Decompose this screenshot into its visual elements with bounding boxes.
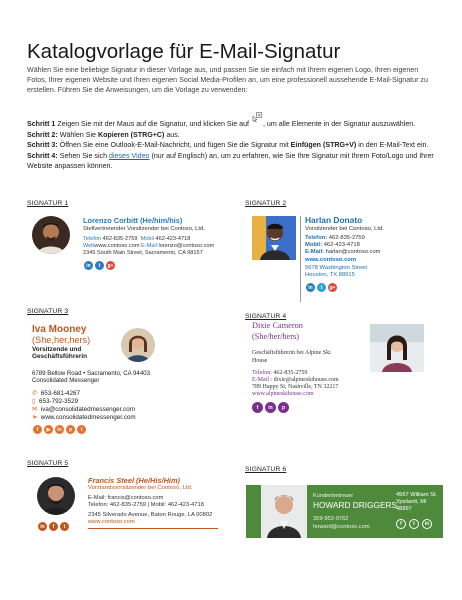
step-4: Schritt 4: Sehen Sie sich dieses Video (nur auf Englisch) an, um zu erfahren, wie Sie Ihre Signatur mit Ihrem Foto/Logo und Ihrer Website anpassen können. [27,152,434,171]
sig4-address: 789 Happy St, Nashville, TN 32217 [252,384,339,390]
twitter-icon[interactable]: t [77,425,86,434]
sig1-role: Stellvertretender Vorsitzender bei Contoso, Ltd. [83,226,205,232]
avatar [261,485,307,538]
sig4-social-icons [252,402,289,413]
sig3-social-icons [33,425,86,434]
sig2-role: Vorsitzender bei Contoso, Ltd. [305,226,384,232]
sig6-address-3: 48897 [396,506,412,512]
sig3-web: ➤ www.consolidatedmessenger.com [32,414,136,421]
sig4-pronouns: (She/her/hers) [252,332,299,341]
sig2-address-1: 5678 Washington Street [305,265,367,271]
sig5-address: 2345 Silverado Avenue, Baton Rouge, LA 00802 [88,512,213,518]
sig6-address-2: Ypsilanti, MI [396,499,427,505]
youtube-icon[interactable]: ▶ [44,425,53,434]
sig1-address: 2345 South Main Street, Sacramento, CA 98157 [83,250,203,256]
step-1-label: Schritt 1 [27,120,56,128]
sig4-phone-line: Telefon: 462-835-2759 [252,370,308,376]
pinterest-icon[interactable]: p [278,402,289,413]
signature-6-label: SIGNATUR 6 [245,466,287,473]
mobile-icon: ▯ [32,398,36,405]
avatar [32,216,70,254]
avatar [121,328,155,362]
sig4-role-1: Geschäftsführerin bei Alpine Ski [252,350,331,356]
sig3-mobile: ▯ 653-792-3529 [32,398,79,405]
google-plus-icon[interactable]: g+ [107,262,114,269]
avatar [37,477,75,515]
sig3-address-2: Consolidated Messenger [32,377,100,384]
twitter-icon[interactable]: t [95,261,104,270]
sig2-email-line: E-Mail: harlan@contoso.com [305,249,381,255]
sig3-address-1: 6789 Bellow Road • Sacramento, CA 94403 [32,370,150,377]
sig4-role-2: House [252,358,268,364]
phone-icon: ✆ [32,390,38,397]
twitter-icon[interactable]: t [409,519,419,529]
sig5-web[interactable]: www.contoso.com [88,519,135,525]
signature-3-label: SIGNATUR 3 [27,308,69,315]
sig6-social-icons [396,519,432,529]
sig5-name: Francis Steel (He/His/Him) [88,476,181,485]
step-3: Schritt 3: Öffnen Sie eine Outlook-E-Mail-Nachricht, und fügen Sie die Signatur mit Einfügen (STRG+V) in den E-Mail-Text ein. [27,141,429,150]
twitter-icon[interactable]: t [60,522,69,531]
sig6-phone: 359-952-9762 [313,516,349,522]
step-2: Schritt 2: Wählen Sie Kopieren (STRG+C) aus. [27,130,180,139]
sig5-role: Vorstandsvorsitzender bei Contoso, Ltd. [88,485,193,491]
sig3-phone: ✆ 653-681-4267 [32,390,80,397]
sig2-web[interactable]: www.contoso.com [305,257,356,263]
video-link[interactable]: dieses Video [109,152,150,161]
sig6-role: Kundenbetreuer [313,493,354,499]
sig6-name: HOWARD DRIGGERS [313,500,398,510]
sig6-address-1: 4567 William St. [396,492,438,498]
linkedin-icon[interactable]: in [84,261,93,270]
linkedin-icon[interactable]: in [306,283,315,292]
google-plus-icon[interactable]: g+ [329,284,336,291]
facebook-icon[interactable]: f [396,519,406,529]
sig2-phone-line: Telefon: 462-835-2759 [305,235,365,241]
select-cursor-icon [252,112,262,122]
intro-text: Wählen Sie eine beliebige Signatur in dieser Vorlage aus, und passen Sie sie einfach mit Ihrem eigenen Logo, Ihren eigenen Fotos, Ihrer eigenen Website und Ihren eigenen Social Media-Profilen an, um eine professionell aussehende E-Mail-Signatur zu erstellen. Führen Sie die Anweisungen, um die Vorlage zu verwenden: [27,66,428,95]
sig3-role-1: Vorsitzende und [32,346,82,353]
signature-2-label: SIGNATUR 2 [245,200,287,207]
sig2-email[interactable]: harlan@contoso.com [325,249,381,255]
sig3-pronouns: (She,her,hers) [32,335,91,345]
twitter-icon[interactable]: t [317,283,326,292]
sig1-web[interactable]: www.contoso.com [94,243,140,249]
divider [88,528,218,529]
sig1-phone-line: Telefon 462-835-2759 Mobil 462-423-4718 [83,236,191,242]
avatar [252,216,296,260]
sig4-email-line: E-Mail : dixie@alpineskihouse.com [252,377,339,383]
sig3-email: ✉ iva@consolidatedmessenger.com [32,406,136,413]
sig5-email[interactable]: E-Mail: francis@contoso.com [88,495,164,501]
facebook-icon[interactable]: f [49,522,58,531]
sig3-name: Iva Mooney [32,324,87,335]
sig1-email[interactable]: lorenzo@contoso.com [158,243,215,249]
sig4-web[interactable]: www.alpineskihouse.com [252,391,314,397]
linkedin-icon[interactable]: in [422,519,432,529]
sig6-email[interactable]: howard@contoso.com [313,524,370,530]
signature-4-label: SIGNATUR 4 [245,313,287,320]
sig2-social-icons [306,283,337,292]
sig3-role-2: Geschäftsführerin [32,353,88,360]
sig2-name: Harlan Donato [305,215,363,225]
signature-5-label: SIGNATUR 5 [27,460,69,467]
step-1: Schritt 1 Zeigen Sie mit der Maus auf die Signatur, und klicken Sie auf , um alle Elemente in der Signatur auszuwählen. [27,116,437,129]
signature-1-label: SIGNATUR 1 [27,200,69,207]
divider [300,216,301,302]
pinterest-icon[interactable]: p [66,425,75,434]
linkedin-icon[interactable]: in [55,425,64,434]
sig1-name: Lorenzo Corbitt (He/him/his) [83,216,183,225]
facebook-icon[interactable]: f [252,402,263,413]
facebook-icon[interactable]: f [33,425,42,434]
sig2-address-2: Houston, TX 88915 [305,272,355,278]
sig1-web-line: Webwww.contoso.com E-Mail lorenzo@contoso.com [83,243,215,249]
sig4-name: Dixie Cameron [252,321,303,330]
sig2-mobile-line: Mobil: 462-423-4718 [305,242,360,248]
cursor-icon: ➤ [32,414,38,421]
linkedin-icon[interactable]: in [38,522,47,531]
sig1-social-icons [84,261,115,270]
page-title: Katalogvorlage für E-Mail-Signatur [27,40,341,63]
sig5-social-icons [38,522,69,531]
sig5-phone: Telefon: 462-835-2759 | Mobil: 462-423-4718 [88,502,204,508]
linkedin-icon[interactable]: in [265,402,276,413]
mail-icon: ✉ [32,406,38,413]
instructions [27,116,437,172]
avatar [370,324,424,372]
